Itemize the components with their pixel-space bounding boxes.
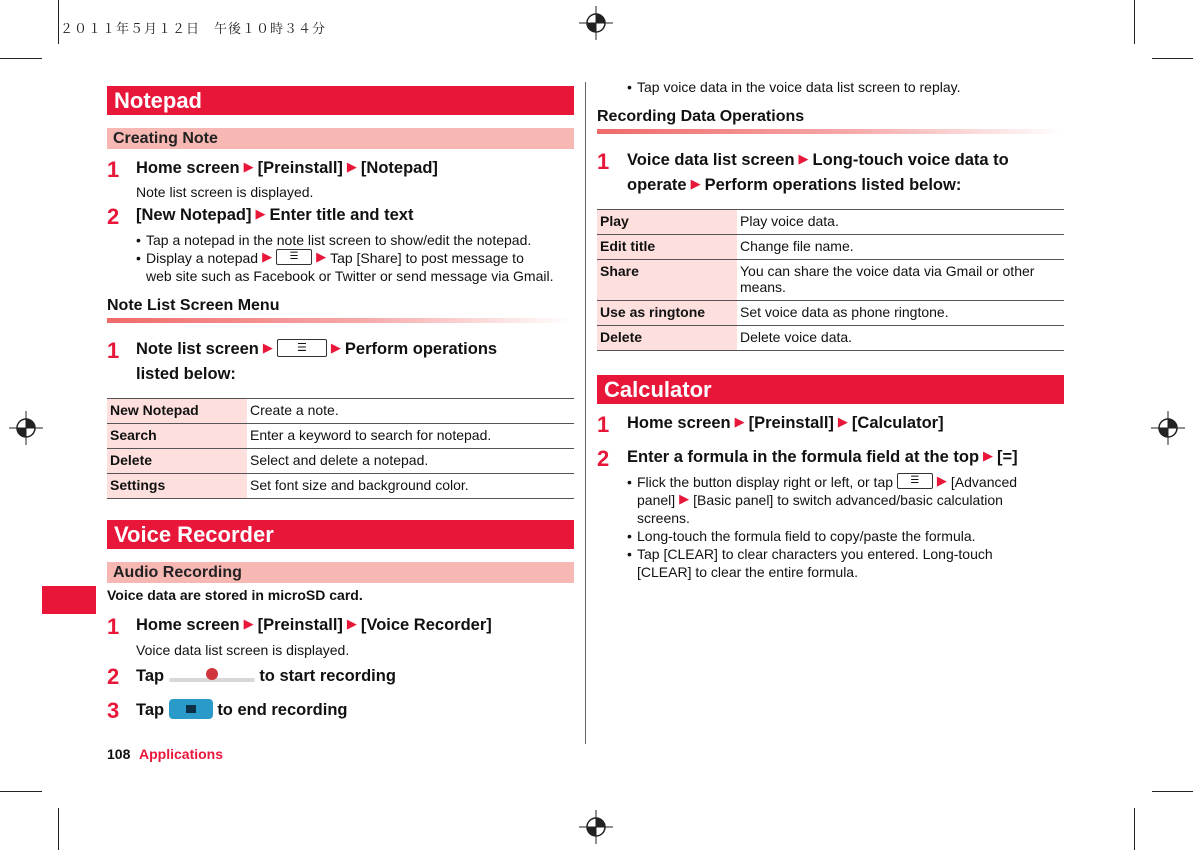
step-number: 2 [597,446,610,471]
table-row: New Notepad Create a note. [107,399,574,424]
storage-note: Voice data are stored in microSD card. [107,587,363,603]
registration-mark-icon [1151,411,1185,445]
registration-mark-icon [9,411,43,445]
note-menu-table [107,398,574,499]
section-underline [107,318,574,323]
bullet-note-continued: [CLEAR] to clear the entire formula. [637,564,858,580]
arrow-right-icon: ▶ [316,249,327,264]
arrow-right-icon: ▶ [690,176,701,191]
arrow-right-icon: ▶ [734,414,745,429]
page-number: 108 [107,746,131,762]
crop-mark [1152,58,1193,59]
stop-button-icon [169,699,213,719]
creating-note-header: Creating Note [107,128,574,149]
crop-mark [1134,0,1135,44]
step-description: Voice data list screen is displayed. [136,642,350,658]
note-menu-step1: Note list screen ▶ ☰ ▶ Perform operations listed below: [136,340,498,383]
arrow-right-icon: ▶ [798,151,809,166]
crop-mark [0,58,42,59]
column-divider [585,82,586,744]
section-title: Note List Screen Menu [107,297,280,314]
table-row: Play Play voice data. [597,210,1064,235]
table-row: Share You can share the voice data via Gmail or other means. [597,260,1064,301]
section-underline [597,129,1064,134]
bullet-note: • Tap [CLEAR] to clear characters you entered. Long-touch [627,546,993,562]
audio-recording-header: Audio Recording [107,562,574,583]
arrow-right-icon: ▶ [346,159,357,174]
notepad-banner: Notepad [107,86,574,115]
bullet-note: • Flick the button display right or left, or tap ☰ ▶ [Advanced [627,473,1018,490]
crop-mark [1152,791,1193,792]
bullet-note: • Long-touch the formula field to copy/paste the formula. [627,528,976,544]
bullet-note-continued: screens. [637,510,690,526]
calculator-step2: Enter a formula in the formula field at the top ▶ [=] [627,448,1018,466]
section-title: Recording Data Operations [597,108,805,125]
arrow-right-icon: ▶ [936,473,947,488]
registration-mark-icon [579,6,613,40]
calculator-banner: Calculator [597,375,1064,404]
menu-key-icon: ☰ [897,473,933,489]
bullet-note-continued: panel] ▶ [Basic panel] to switch advanced/basic calculation [637,491,1003,508]
chapter-index-tab [42,586,96,614]
operations-step1: Voice data list screen ▶ Long-touch voice data to operate ▶ Perform operations listed below: [627,151,1009,194]
notepad-step1: Home screen ▶ [Preinstall] ▶ [Notepad] [136,159,438,177]
arrow-right-icon: ▶ [983,448,994,463]
step-number: 1 [107,338,120,363]
arrow-right-icon: ▶ [679,491,690,506]
bullet-note: • Tap voice data in the voice data list screen to replay. [627,79,961,95]
step-number: 1 [597,149,610,174]
crop-mark [58,808,59,850]
table-row: Search Enter a keyword to search for notepad. [107,424,574,449]
notepad-step2: [New Notepad] ▶ Enter title and text [136,206,414,224]
recorder-step2: Tap to start recording [136,667,396,685]
table-row: Edit title Change file name. [597,235,1064,260]
step-number: 1 [107,157,120,182]
arrow-right-icon: ▶ [243,616,254,631]
voice-operations-table [597,209,1064,351]
chapter-name: Applications [139,746,224,762]
step-number: 2 [107,664,120,689]
crop-mark [0,791,42,792]
step-number: 1 [107,614,120,639]
bullet-note: • Tap a notepad in the note list screen to show/edit the notepad. [136,232,532,248]
recorder-step3: Tap to end recording [136,698,347,722]
arrow-right-icon: ▶ [346,616,357,631]
menu-key-icon: ☰ [277,339,327,357]
table-row: Delete Delete voice data. [597,326,1064,351]
print-timestamp: ２０１１年５月１２日 午後１０時３４分 [60,22,327,37]
arrow-right-icon: ▶ [262,249,273,264]
step-number: 3 [107,698,120,723]
arrow-right-icon: ▶ [837,414,848,429]
table-row: Use as ringtone Set voice data as phone ringtone. [597,301,1064,326]
menu-key-icon: ☰ [276,249,312,265]
record-button-icon [169,666,255,684]
arrow-right-icon: ▶ [330,340,341,355]
table-row: Delete Select and delete a notepad. [107,449,574,474]
arrow-right-icon: ▶ [255,206,266,221]
table-row: Settings Set font size and background color. [107,474,574,499]
step-number: 2 [107,204,120,229]
arrow-right-icon: ▶ [243,159,254,174]
crop-mark [1134,808,1135,850]
step-number: 1 [597,412,610,437]
registration-mark-icon [579,810,613,844]
step-description: Note list screen is displayed. [136,184,314,200]
calculator-step1: Home screen ▶ [Preinstall] ▶ [Calculator] [627,414,944,432]
crop-mark [58,0,59,44]
arrow-right-icon: ▶ [262,340,273,355]
voice-recorder-banner: Voice Recorder [107,520,574,549]
bullet-note: • Display a notepad ▶ ☰ ▶ Tap [Share] to post message to [136,249,524,266]
bullet-note-continued: web site such as Facebook or Twitter or send message via Gmail. [146,268,554,284]
recorder-step1: Home screen ▶ [Preinstall] ▶ [Voice Recorder] [136,616,492,634]
